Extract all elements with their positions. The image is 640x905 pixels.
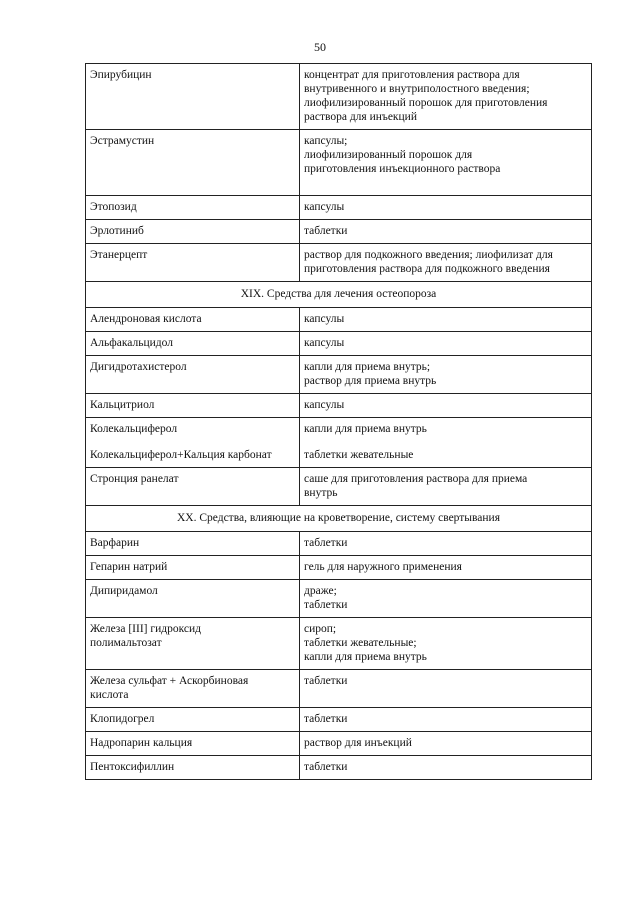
drug-forms: таблетки bbox=[300, 756, 592, 780]
drug-forms: раствор для подкожного введения; лиофилизат для приготовления раствора для подкожного введения bbox=[300, 244, 592, 282]
table-row bbox=[86, 756, 592, 780]
table-row bbox=[86, 670, 592, 708]
drug-name: Эстрамустин bbox=[86, 130, 300, 196]
drug-forms: гель для наружного применения bbox=[300, 556, 592, 580]
section-title: XIX. Средства для лечения остеопороза bbox=[86, 282, 592, 308]
table-row bbox=[86, 356, 592, 394]
table-row bbox=[86, 532, 592, 556]
drug-name: Эпирубицин bbox=[86, 64, 300, 130]
drug-name: Гепарин натрий bbox=[86, 556, 300, 580]
table-row bbox=[86, 708, 592, 732]
drug-forms: таблетки bbox=[300, 670, 592, 708]
table-row bbox=[86, 556, 592, 580]
drug-forms: концентрат для приготовления раствора для внутривенного и внутриполостного введения; лиофилизированный порошок для приготовления раствора для инъекций bbox=[300, 64, 592, 130]
drug-forms: капли для приема внутрь; раствор для приема внутрь bbox=[300, 356, 592, 394]
drug-forms: капсулы; лиофилизированный порошок для приготовления инъекционного раствора bbox=[300, 130, 592, 196]
drug-forms: саше для приготовления раствора для приема внутрь bbox=[300, 468, 592, 506]
drug-forms: таблетки bbox=[300, 220, 592, 244]
table-row bbox=[86, 468, 592, 506]
drug-forms: капсулы bbox=[300, 394, 592, 418]
drug-forms: капсулы bbox=[300, 308, 592, 332]
page-number: 50 bbox=[314, 40, 326, 54]
drug-name: Этанерцепт bbox=[86, 244, 300, 282]
drug-name: Надропарин кальция bbox=[86, 732, 300, 756]
drug-name: Пентоксифиллин bbox=[86, 756, 300, 780]
drug-forms: сироп; таблетки жевательные; капли для приема внутрь bbox=[300, 618, 592, 670]
drug-name: Железа [III] гидроксид полимальтозат bbox=[86, 618, 300, 670]
drug-table bbox=[85, 63, 592, 780]
drug-forms: капсулы bbox=[300, 196, 592, 220]
drug-name: Альфакальцидол bbox=[86, 332, 300, 356]
table-row bbox=[86, 244, 592, 282]
drug-name: Колекальциферол Колекальциферол+Кальция карбонат bbox=[86, 418, 300, 468]
table-row bbox=[86, 308, 592, 332]
drug-forms: таблетки bbox=[300, 532, 592, 556]
section-header-row bbox=[86, 282, 592, 308]
drug-name: Варфарин bbox=[86, 532, 300, 556]
table-row bbox=[86, 332, 592, 356]
drug-name: Дигидротахистерол bbox=[86, 356, 300, 394]
drug-forms: раствор для инъекций bbox=[300, 732, 592, 756]
drug-name: Алендроновая кислота bbox=[86, 308, 300, 332]
table-row bbox=[86, 220, 592, 244]
section-title: XX. Средства, влияющие на кроветворение, систему свертывания bbox=[86, 506, 592, 532]
drug-forms: таблетки bbox=[300, 708, 592, 732]
table-row bbox=[86, 418, 592, 468]
drug-forms: капсулы bbox=[300, 332, 592, 356]
drug-name: Клопидогрел bbox=[86, 708, 300, 732]
table-row bbox=[86, 64, 592, 130]
drug-name: Этопозид bbox=[86, 196, 300, 220]
drug-forms: капли для приема внутрь таблетки жевательные bbox=[300, 418, 592, 468]
table-row bbox=[86, 732, 592, 756]
drug-name: Железа сульфат + Аскорбиновая кислота bbox=[86, 670, 300, 708]
drug-forms: драже; таблетки bbox=[300, 580, 592, 618]
table-row bbox=[86, 394, 592, 418]
table-row bbox=[86, 618, 592, 670]
table-row bbox=[86, 580, 592, 618]
table-row bbox=[86, 130, 592, 196]
drug-name: Кальцитриол bbox=[86, 394, 300, 418]
drug-name: Эрлотиниб bbox=[86, 220, 300, 244]
section-header-row bbox=[86, 506, 592, 532]
table-row bbox=[86, 196, 592, 220]
drug-name: Стронция ранелат bbox=[86, 468, 300, 506]
drug-name: Дипиридамол bbox=[86, 580, 300, 618]
